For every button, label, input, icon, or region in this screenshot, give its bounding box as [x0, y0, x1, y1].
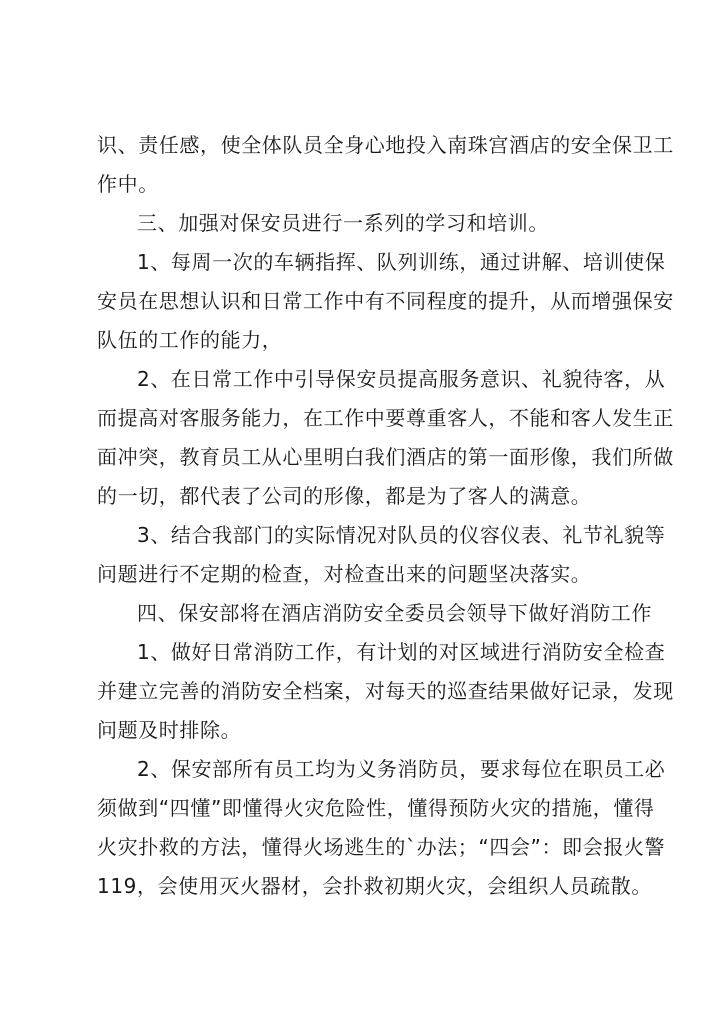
text-line: 并建立完善的消防安全档案，对每天的巡查结果做好记录，发现 [97, 679, 674, 703]
text-line: 面冲突，教育员工从心里明白我们酒店的第一面形像，我们所做 [97, 445, 674, 469]
text-line: 2、保安部所有员工均为义务消防员，要求每位在职员工必 [137, 757, 666, 781]
text-line: 安员在思想认识和日常工作中有不同程度的提升，从而增强保安 [97, 289, 674, 313]
section-heading: 三、加强对保安员进行一系列的学习和培训。 [137, 211, 549, 235]
text-line: 1、做好日常消防工作，有计划的对区域进行消防安全检查 [137, 640, 666, 664]
text-line: 3、结合我部门的实际情况对队员的仪容仪表、礼节礼貌等 [137, 523, 666, 547]
text-line: 问题及时排除。 [97, 718, 242, 742]
text-line: 1、每周一次的车辆指挥、队列训练，通过讲解、培训使保 [137, 250, 666, 274]
text-line: 2、在日常工作中引导保安员提高服务意识、礼貌待客，从 [137, 367, 666, 391]
section-heading: 四、保安部将在酒店消防安全委员会领导下做好消防工作 [137, 601, 652, 625]
text-line: 问题进行不定期的检查，对检查出来的问题坚决落实。 [97, 562, 592, 586]
text-line: 火灾扑救的方法，懂得火场逃生的`办法；“四会”：即会报火警 [97, 835, 666, 859]
text-line: 识、责任感，使全体队员全身心地投入南珠宫酒店的安全保卫工 [97, 133, 674, 157]
text-line: 队伍的工作的能力， [97, 328, 283, 352]
text-line: 的一切，都代表了公司的形像，都是为了客人的满意。 [97, 484, 592, 508]
text-line: 须做到“四懂”即懂得火灾危险性，懂得预防火灾的措施，懂得 [97, 796, 655, 820]
text-line: 而提高对客服务能力，在工作中要尊重客人，不能和客人发生正 [97, 406, 674, 430]
text-line: 作中。 [97, 172, 159, 196]
text-line: 119，会使用灭火器材，会扑救初期火灾，会组织人员疏散。 [97, 874, 652, 898]
